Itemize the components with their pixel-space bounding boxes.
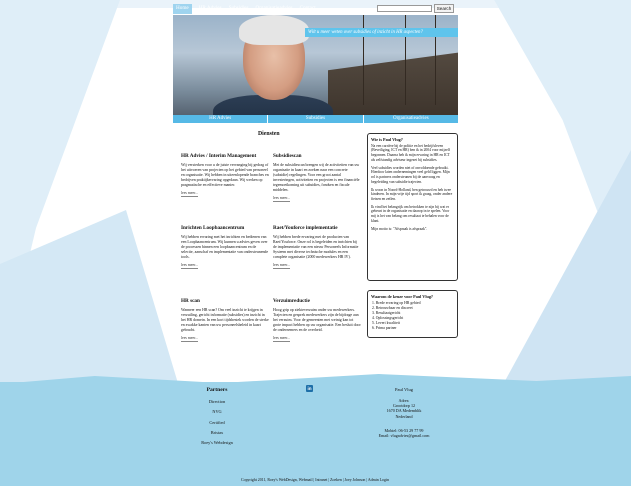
hero-tagline: Wilt u meer weten over subsidies of inzicht in HR aspecten? [305,28,458,37]
hero-tab-hr-advies[interactable]: HR Advies [173,115,268,123]
contact-email[interactable]: Email: vlugadvies@gmail.com [378,433,430,439]
hero-banner [173,15,458,123]
about-paragraph: Ik woon in Noord-Holland, ben getrouwd en heb twee kinderen. In mijn vrije tijd sport ik graag, onder andere fietsen en zeilen. [371,187,453,202]
search-button[interactable]: Search [434,4,454,13]
partner-link[interactable]: Roey's Webdesign [201,440,233,445]
read-more-link[interactable]: lees meer... [273,263,290,269]
list-item: 1. Brede ervaring op HR gebied [372,300,421,305]
list-item: 3. Resultaatgericht [372,310,401,315]
service-subsidiescan [273,153,361,202]
about-paragraph: Ik vind het belangrijk om betrokken te zijn bij wat er gebeurt in de organisatie en daarop in te spelen. Voor mij is het van belang om resultaat te behalen voor de klant. [371,204,450,223]
nav-contact[interactable]: Contact [299,5,316,12]
about-title: Wie is Paul Vlug? [371,137,403,142]
nav-hr-advies[interactable]: HR Advies [198,5,222,12]
about-motto: Mijn motto is: "Afspraak is afspraak". [371,226,428,231]
contact-line: Grootdorp 12 [392,403,416,409]
footer [0,382,631,486]
copyright: Copyright 2011, Roey's WebDesign, Webmail | Intranet | Zoeken | Joey Johnson | Admin Login [241,478,389,482]
page-title: Diensten [258,131,280,137]
why-box [367,290,458,338]
service-text: Wij hebben ervaring met het inrichten en bedienen van een Loopbaancentrum. Wij kunnen u advies geven over de processen binnen een loopbaancentrum en de selectie, aanschaf en implementatie van ondersteunende tools. [181,234,269,259]
hero-tabs [173,115,458,123]
hero-tab-subsidies[interactable]: Subsidies [268,115,363,123]
why-list [371,301,454,332]
service-raet-youforce [273,225,361,269]
service-text: Met de subsidiescan brengen wij de activiteiten van uw organisatie in kaart en zoeken naar een concrete (subsidie) regelingen. Voor een groot aantal investeringen, activiteiten en projecten is een financiële tegemoetkoming uit subsidies, fondsen en fiscale middelen. [273,162,360,192]
service-hr-scan [181,298,269,342]
nav-organisatieadvies[interactable]: Organisatieadvies [255,5,293,12]
list-item: 5. Levert kwaliteit [372,321,400,326]
why-title: Waarom de keuze voor Paul Vlug? [371,294,434,299]
contact-line: Adres: [398,397,410,403]
partner-link[interactable]: Certified [209,420,225,425]
read-more-link[interactable]: lees meer... [181,263,198,269]
hero-tab-organisatieadvies[interactable]: Organisatieadvies [364,115,458,123]
contact-line: Nederland [395,413,413,419]
service-text: Wanneer een HR scan? Om veel inzicht te krijgen in verzuiling, gericht informatie (subsidies) en inzicht in het HR domein. In een kort tijdsbestek worden de sterke en zwakke kanten van uw personeelsbeleid in kaart gebracht. [181,307,269,332]
linkedin-icon[interactable]: in [307,386,312,391]
about-paragraph: Veel subsidies worden niet of onvoldoende gebruikt. Hierdoor laten ondernemingen veel geld liggen. Mijn rol is partners ondersteunen bij de aanvraag en begeleiding van subsidie trajecten. [371,165,450,184]
partners-title: Partners [206,387,228,393]
service-text: Hoog grip op ziekteverzuim onder uw medewerkers. Trajecten en gesprek medewerkers zijn de bijdrage aan het verzuim. Voor de gemeenten met weinig kan tot grote impact hebben op uw organisatie. Een besluit door de ondernemers en de overheid. [273,307,361,332]
service-title: HR scan [181,298,200,304]
nav-home[interactable]: Home [173,4,192,13]
read-more-link[interactable]: lees meer... [181,336,198,342]
service-title: Subsidiescan [273,153,302,159]
service-title: Verzuimreductie [273,298,310,304]
contact-phone: Mobiel: 06-53 29 77 99 [384,428,424,434]
list-item: 4. Oplossingsgericht [372,316,404,321]
partner-link[interactable]: Bristax [210,430,224,435]
contact-name: Paul Vlug [394,387,414,392]
contact-block [362,387,446,439]
hero-photo-boat [328,35,458,123]
service-text: Wij hebben brede ervaring met de producten van Raet/Youforce. Onze rol is begeleiden en inrichten bij de implementatie van een nieuw Personeels Informatie Systeem met diverse technische modules en een complete organisatie (2000 medewerkers HR IV). [273,234,359,259]
list-item: 2. Betrouwbaar en discreet [372,305,413,310]
nav-subsidies[interactable]: Subsidies [228,5,249,12]
read-more-link[interactable]: lees meer... [273,336,290,342]
read-more-link[interactable]: lees meer... [181,191,198,197]
service-title: Inrichten Loopbaancentrum [181,225,245,231]
read-more-link[interactable]: lees meer... [273,196,290,202]
service-hr-advies [181,153,269,197]
contact-line: 1670 DA Medemblik [386,408,422,414]
service-verzuimreductie [273,298,361,342]
service-title: Raet/Youforce implementatie [273,225,338,231]
service-text: Wij versterken voor u de juiste vervanging bij gedrag of het uitvoeren van projecten op het gebied van personeel en organisatie. Wij hebben in uiteenlopende branches en bedrijven praktijkervaring opgedaan. Wij werken op pragmatische en effectieve manier. [181,162,269,187]
service-loopbaancentrum [181,225,269,269]
partner-link[interactable]: NVG [212,409,222,414]
partner-link[interactable]: Direction [208,399,226,404]
about-paragraph: Na een carrière bij de politie en het bedrijfsleven (Beveiliging, ICT en HR) ben ik in 2004 voor mijzelf begonnen. Daarna heb ik mijn ervaring in HR en ICT als zelfstandig adviseur ingezet bij subsidies. [371,143,450,162]
service-title: HR Advies / Interim Management [181,153,257,159]
about-box [367,133,458,281]
search-input[interactable] [377,5,432,12]
list-item: 6. Prima partner [372,326,397,331]
